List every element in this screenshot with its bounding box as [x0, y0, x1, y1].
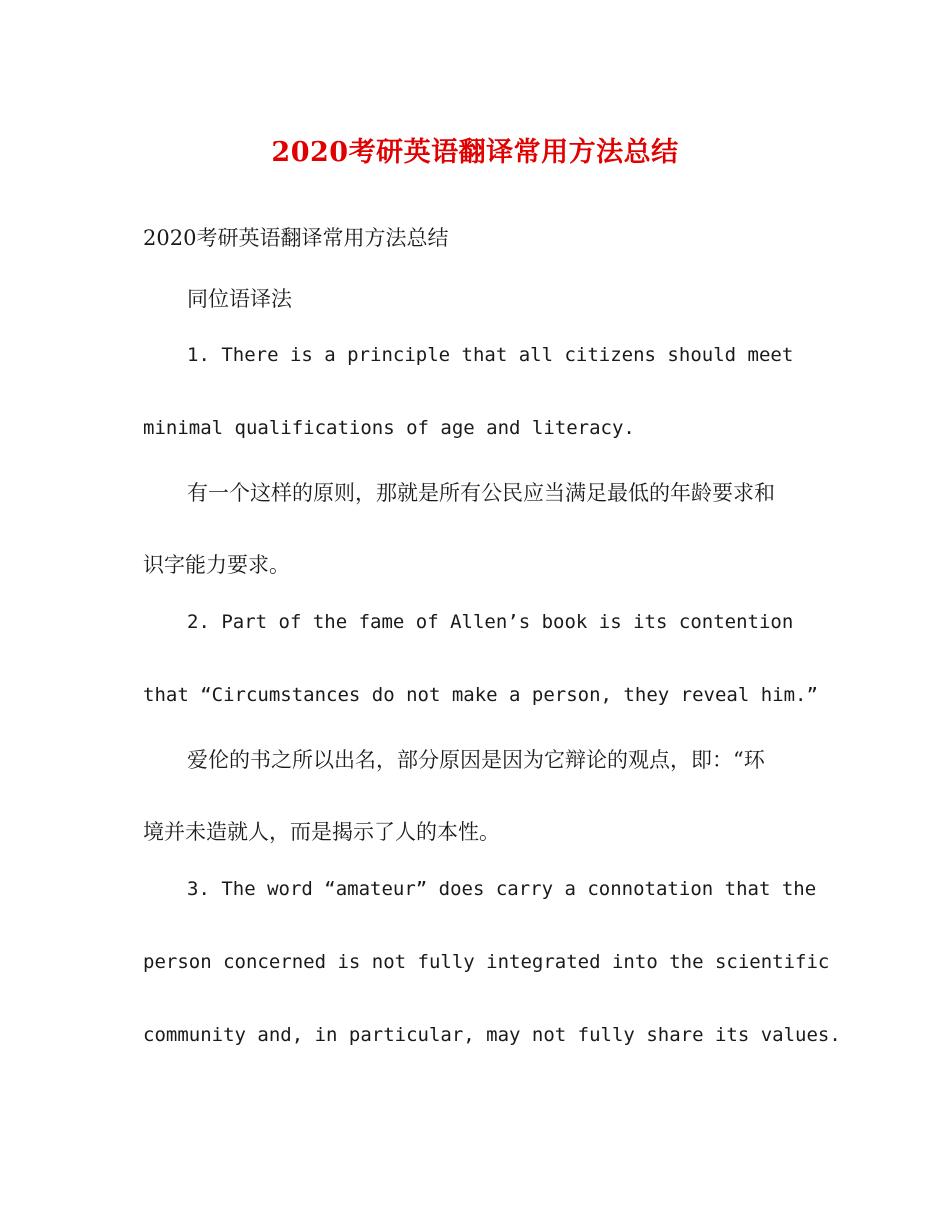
document-subtitle: 2020考研英语翻译常用方法总结	[143, 226, 449, 250]
paragraph-line: 境并未造就人，而是揭示了人的本性。	[143, 820, 500, 844]
paragraph-line: 识字能力要求。	[143, 553, 290, 577]
section-heading: 同位语译法	[187, 287, 292, 311]
document-title: 2020考研英语翻译常用方法总结	[271, 137, 679, 168]
paragraph-line: 3. The word “amateur” does carry a connotation that the	[187, 878, 817, 900]
paragraph-line: community and, in particular, may not fully share its values.	[143, 1024, 841, 1046]
paragraph-line: 1. There is a principle that all citizens should meet	[187, 344, 794, 366]
paragraph-line: 2. Part of the fame of Allen’s book is its contention	[187, 611, 794, 633]
paragraph-line: 有一个这样的原则，那就是所有公民应当满足最低的年龄要求和	[187, 481, 775, 505]
paragraph-line: that “Circumstances do not make a person, they reveal him.”	[143, 684, 818, 706]
paragraph-line: minimal qualifications of age and literacy.	[143, 417, 635, 439]
paragraph-line: person concerned is not fully integrated into the scientific	[143, 951, 830, 973]
paragraph-line: 爱伦的书之所以出名，部分原因是因为它辩论的观点，即：“环	[187, 748, 765, 772]
